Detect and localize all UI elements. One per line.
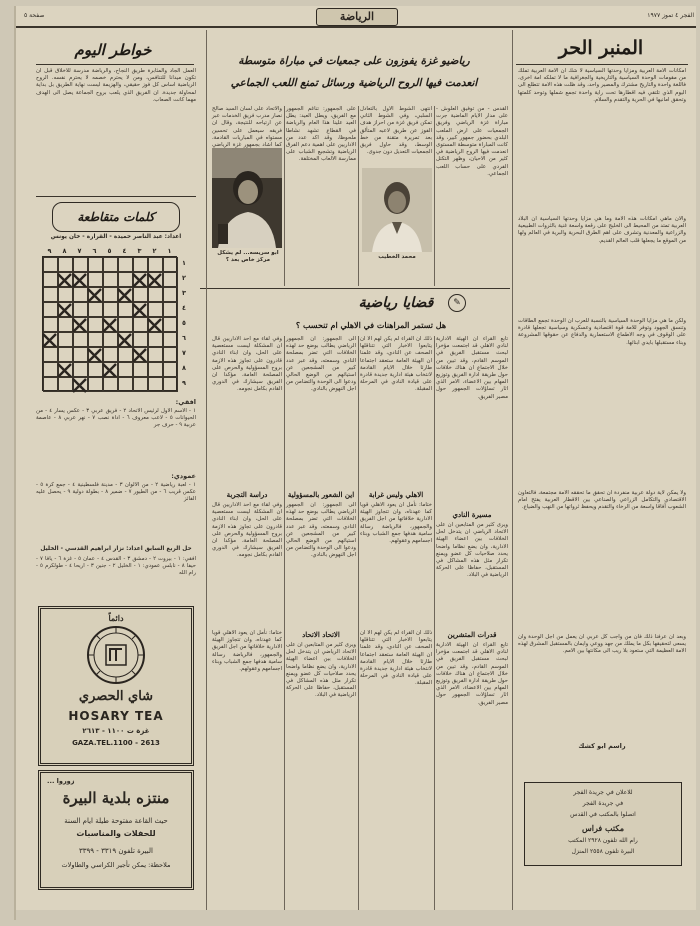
newspaper-page <box>14 6 696 920</box>
crossword-cell[interactable] <box>73 332 88 347</box>
crossword-blocked-cell <box>73 377 88 392</box>
feature-col-mid: على الجمهور: تناغم الجمهور مع الفريق، ويطل العيد: يطل العيد علينا هذا العام والرياضة في القطاع تشهد نشاطا ملحوظا، وقد اكد عدد من الاداريين على اهمية دعم الفرق الرياضية وتشجيع الشباب على ممارسة الالعاب المختلفة. <box>286 106 356 163</box>
editorial-paragraph-4: ولا يمكن لاية دولة عربية منفردة ان تحقق ما تحققه الامة مجتمعة، فالتعاون الاقتصادي والتكامل الزراعي والصناعي بين الاقطار العربية يفتح امام الشعوب آفاقا واسعة من الرخاء والتقدم ويحفظ ثرواتها من النهب والضياع. <box>518 490 686 511</box>
park-line-1: حيث القاعة مفتوحة طيلة ايام السنة <box>64 817 168 825</box>
issues-divider-1 <box>284 336 285 910</box>
crossword-blocked-cell <box>73 272 88 287</box>
crossword-cell[interactable] <box>73 347 88 362</box>
player-photo-khatib <box>362 168 432 252</box>
issues-sub-2: الاهلي وليس غرابة <box>368 490 424 499</box>
crossword-solution: افقي: ١ - بيروت ٢ - دمشق ٣ - القدس ٤ - عمان ٥ - غزة ٦ - يافا ٧ - حيفا ٨ - نابلس عمودي: ١ - الخليل ٢ - جنين ٣ - اريحا ٤ - طولكرم ٥ - رام الله <box>36 556 197 577</box>
feature-divider-2 <box>358 106 359 286</box>
player-photo-abu-srisa-image <box>212 148 282 248</box>
crossword-cell[interactable] <box>73 362 88 377</box>
crossword-cell[interactable] <box>58 257 73 272</box>
crossword-cell[interactable] <box>118 257 133 272</box>
crossword-cell[interactable] <box>58 332 73 347</box>
cross-x-icon <box>117 288 132 303</box>
megaphone-icon: ✎ <box>448 294 466 312</box>
cross-x-icon <box>147 273 162 288</box>
crossword-blocked-cell <box>133 272 148 287</box>
cross-x-icon <box>147 318 162 333</box>
crossword-cell[interactable] <box>118 362 133 377</box>
crossword-blocked-cell <box>148 317 163 332</box>
issues-subtitle: هل تستمر المراهنات في الاهلي ام تنحسب ؟ <box>295 320 447 330</box>
crossword-cell[interactable] <box>148 332 163 347</box>
notice-line-3: اتصلوا بالمكتب في القدس <box>570 811 636 818</box>
crossword-cell[interactable] <box>103 377 118 392</box>
cross-x-icon <box>132 348 147 363</box>
crossword-across-clues: ١ - الاسم الاول لرئيس الاتحاد ٢ - فريق عربي ٣ - عكس يسار ٤ - من الحيوانات ٥ - لاعب معروف ٦ - اداة نصب ٧ - نهر عربي ٨ - عاصمة عربية ٩ - حرف جر <box>36 408 197 429</box>
crossword-cell[interactable] <box>103 257 118 272</box>
column-divider-left <box>206 30 207 910</box>
issues-col-2b: ذلك ان القراء لم يكن لهم الا ان يتابعوا الاخبار التي تتناقلها الصحف عن النادي، وقد علمنا ان الهيئة العامة ستعقد اجتماعا طارئا خلال الايام القادمة لانتخاب هيئة ادارية جديدة قادرة على قيادة النادي في المرحلة المقبلة. <box>360 630 432 687</box>
ad-notice-box <box>524 782 682 866</box>
crossword-row-number: ١ <box>182 259 186 267</box>
issues-col-6b: ختاما: نأمل ان يعود الاهلي قويا كما عهدناه، وان تتجاوز الهيئة الادارية خلافاتها من اجل الفريق والجمهور، فالرياضة رسالة سامية هدفها جمع الشباب وبناء اجسامهم وعقولهم. <box>212 630 282 673</box>
crossword-cell[interactable] <box>43 287 58 302</box>
crossword-blocked-cell <box>118 332 133 347</box>
crossword-cell[interactable] <box>103 302 118 317</box>
cross-x-icon <box>72 273 87 288</box>
crossword-row-number: ٩ <box>182 379 186 387</box>
player-photo-khatib-image <box>362 168 432 252</box>
crossword-cell[interactable] <box>103 287 118 302</box>
hosary-tea-logo-icon <box>86 625 146 685</box>
crossword-blocked-cell <box>133 347 148 362</box>
issues-col-1: تابع القراء ان الهيئة الادارية لنادي الاهلي قد اجتمعت مؤخرا لبحث مستقبل الفريق في الموسم القادم، وقد تبين من خلال الاجتماع ان هناك خلافات حول طريقة ادارة الفريق وتوزيع المهام بين الاعضاء، الامر الذي اثار تساؤلات الجمهور حول مصير الفريق. <box>436 336 508 400</box>
crossword-cell[interactable] <box>88 302 103 317</box>
crossword-row-number: ٣ <box>182 289 186 297</box>
tea-top-text: دائماً <box>108 613 124 623</box>
issues-col-5b: ويرى كثير من المتابعين ان على الاتحاد الرياضي ان يتدخل لحل الخلافات بين اعضاء الهيئة الادارية، وان يضع نظاما واضحا يحدد صلاحيات كل عضو ويمنع تكرار مثل هذه المشاكل في المستقبل، حفاظا على الحركة الرياضية في البلاد. <box>286 642 356 699</box>
player-photo-abu-srisa <box>212 148 282 248</box>
crossword-cell[interactable] <box>148 287 163 302</box>
crossword-row-number: ٦ <box>182 334 186 342</box>
crossword-row-number: ٢ <box>182 274 186 282</box>
crossword-blocked-cell <box>88 347 103 362</box>
crossword-cell[interactable] <box>43 362 58 377</box>
issues-col-4b: وفي لقاء مع احد الاداريين قال ان المشكلة ليست مستعصية على الحل، وان ابناء النادي قادرون على تجاوز هذه الازمة بروح المسؤولية والحرص على المصلحة العامة، مؤكدا ان الفريق سيشارك في الدوري القادم بكامل نجومه. <box>212 502 282 559</box>
crossword-cell[interactable] <box>118 377 133 392</box>
tea-english-name: HOSARY TEA <box>68 709 164 723</box>
crossword-col-number: ١ <box>167 247 172 255</box>
issues-sub-1: مسيرة النادي <box>452 510 492 519</box>
editorial-title: المنبر الحر <box>558 37 644 59</box>
quotes-text: العمل الجاد والمثابرة طريق النجاح، والرياضة مدرسة للاخلاق قبل ان تكون ميدانا للتنافس، ومن لا يحترم خصمه لا يحترم نفسه. الروح الرياضية اساس كل فوز حقيقي، والهزيمة ليست نهاية الطريق بل بداية لمحاولة جديدة. ان الفريق الذي يلعب بروح الجماعة يصل الى الهدف مهما كانت الصعاب. <box>36 68 196 103</box>
ad-hosary-tea[interactable] <box>38 606 194 766</box>
photo-caption-khatib: محمد الخطيب <box>378 254 416 260</box>
crossword-cell[interactable] <box>88 377 103 392</box>
crossword-blocked-cell <box>88 287 103 302</box>
feature-col-right: القدس - من توفيق العلوش - على مدار الايام الماضية جرت مباراة غزة الرياضي وفريق الجمعيات على ارض الملعب البلدي بحضور جمهور كبير، وقد كانت المباراة متوسطة المستوى انعدمت فيها الروح الرياضية في كثير من الاحيان، وظهر التكتل الفردي على حساب اللعب الجماعي. <box>436 106 508 177</box>
crossword-cell[interactable] <box>163 257 178 272</box>
crossword-grid[interactable] <box>42 256 177 391</box>
crossword-row-number: ٥ <box>182 319 186 327</box>
crossword-cell[interactable] <box>163 272 178 287</box>
editorial-paragraph-2: والان ماهي امكانات هذه الامة وما هي مزايا وحدتها السياسية ان البلاد العربية تمتد من المحيط الى الخليج على رقعة واسعة غنية بالثروات الطبيعية والزراعية والمعدنية وتشرف على اهم الطرق البحرية والبرية في العالم ولها من الموقع ما يجعلها قلب العالم القديم. <box>518 216 686 244</box>
feature-divider-1 <box>284 106 285 286</box>
crossword-col-number: ٣ <box>137 247 142 255</box>
crossword-cell[interactable] <box>148 362 163 377</box>
crossword-blocked-cell <box>58 272 73 287</box>
issues-col-1b: تابع القراء ان الهيئة الادارية لنادي الاهلي قد اجتمعت مؤخرا لبحث مستقبل الفريق في الموسم القادم، وقد تبين من خلال الاجتماع ان هناك خلافات حول طريقة ادارة الفريق وتوزيع المهام بين الاعضاء، الامر الذي اثار تساؤلات الجمهور حول مصير الفريق. <box>436 642 508 706</box>
crossword-cell[interactable] <box>103 272 118 287</box>
crossword-cell[interactable] <box>88 317 103 332</box>
crossword-cell[interactable] <box>43 272 58 287</box>
page-number: صفحة ٥ <box>24 12 45 19</box>
crossword-cell[interactable] <box>43 257 58 272</box>
feature-bottom-rule <box>200 288 510 289</box>
cross-x-icon <box>132 273 147 288</box>
crossword-blocked-cell <box>148 272 163 287</box>
crossword-blocked-cell <box>103 317 118 332</box>
crossword-cell[interactable] <box>103 332 118 347</box>
crossword-cell[interactable] <box>88 362 103 377</box>
tea-arabic-tel: غزة ت ١١٠٠ - ٢٦١٣ <box>82 727 150 735</box>
crossword-col-number: ٢ <box>152 247 157 255</box>
notice-line-5: رام الله تلفون ٢٩٢٨ المكتب <box>568 837 638 844</box>
section-title: الرياضة <box>339 10 375 23</box>
crossword-down-title: عمودي: <box>171 472 196 480</box>
section-banner <box>316 8 398 26</box>
notice-line-4: مكتب فراس <box>582 823 624 833</box>
crossword-title: كلمات متقاطعة <box>77 210 155 224</box>
feature-headline <box>200 50 508 102</box>
cross-x-icon <box>87 288 102 303</box>
crossword-down-clues: ١ - لعبة رياضية ٢ - من الالوان ٣ - مدينة فلسطينية ٤ - جمع كرة ٥ - عكس قريب ٦ - من الطيور ٧ - ضمير ٨ - بطولة دولية ٩ - يحصل عليه الفائز <box>36 482 196 503</box>
issues-sub-3: اين الشعور بالمسؤولية <box>287 490 355 499</box>
cross-x-icon <box>72 378 87 393</box>
cross-x-icon <box>132 303 147 318</box>
issues-divider-2 <box>358 336 359 910</box>
crossword-cell[interactable] <box>133 257 148 272</box>
crossword-row-numbers <box>178 256 190 391</box>
issues-col-6: ختاما: نأمل ان يعود الاهلي قويا كما عهدناه، وان تتجاوز الهيئة الادارية خلافاتها من اجل الفريق والجمهور، فالرياضة رسالة سامية هدفها جمع الشباب وبناء اجسامهم وعقولهم. <box>360 502 432 545</box>
crossword-col-numbers <box>42 246 177 256</box>
crossword-cell[interactable] <box>43 347 58 362</box>
issues-sub-5: قدرات المتشرين <box>447 630 497 639</box>
feature-col-left: والاتحاد على لسان السيد صالح نصار مدرب فريق الخدمات عبر عن ارتياحه للنتيجة، وقال ان فريقه سيعمل على تحسين مستواه في المباريات القادمة، كما اشاد بجمهور غزة الرياضي <box>212 106 282 149</box>
crossword-col-number: ٨ <box>62 247 67 255</box>
crossword-cell[interactable] <box>88 332 103 347</box>
crossword-cell[interactable] <box>163 362 178 377</box>
tea-arabic-name: شاي الحصري <box>78 689 154 704</box>
crossword-cell[interactable] <box>163 302 178 317</box>
crossword-cell[interactable] <box>163 332 178 347</box>
issues-col-2: ذلك ان القراء لم يكن لهم الا ان يتابعوا الاخبار التي تتناقلها الصحف عن النادي، وقد علمنا ان الهيئة العامة ستعقد اجتماعا طارئا خلال الايام القادمة لانتخاب هيئة ادارية جديدة قادرة على قيادة النادي في المرحلة المقبلة. <box>360 336 432 393</box>
crossword-across-title: افقي: <box>175 398 196 406</box>
cross-x-icon <box>102 363 117 378</box>
crossword-cell[interactable] <box>163 317 178 332</box>
crossword-cell[interactable] <box>133 362 148 377</box>
quotes-rule <box>36 64 194 65</box>
crossword-cell[interactable] <box>148 257 163 272</box>
crossword-grid-area <box>42 246 192 392</box>
issues-col-5: ويرى كثير من المتابعين ان على الاتحاد الرياضي ان يتدخل لحل الخلافات بين اعضاء الهيئة الادارية، وان يضع نظاما واضحا يحدد صلاحيات كل عضو ويمنع تكرار مثل هذه المشاكل في المستقبل، حفاظا على الحركة الرياضية في البلاد. <box>436 522 508 579</box>
park-line-2: للحفلات والمناسبات <box>76 829 156 838</box>
cross-x-icon <box>57 273 72 288</box>
crossword-cell[interactable] <box>148 302 163 317</box>
quotes-bottom-rule <box>36 196 196 197</box>
crossword-cell[interactable] <box>118 302 133 317</box>
editorial-paragraph-5: وبعد ان عرفنا ذلك فان من واجب كل عربي ان يعمل من اجل الوحدة وان يسعى لتحقيقها بكل ما يملك من جهد ووعي وايمان بالمستقبل المشرق لهذه الامة العظيمة التي ستعود بلا ريب الى مكانتها بين الامم. <box>518 634 686 655</box>
column-divider-right <box>512 30 513 910</box>
cross-x-icon <box>42 333 57 348</box>
crossword-cell[interactable] <box>58 377 73 392</box>
crossword-blocked-cell <box>103 362 118 377</box>
crossword-blocked-cell <box>43 332 58 347</box>
crossword-cell[interactable] <box>118 317 133 332</box>
park-title: منتزه بلدية البيرة <box>62 789 170 807</box>
crossword-blocked-cell <box>73 317 88 332</box>
cross-x-icon <box>57 363 72 378</box>
cross-x-icon <box>102 318 117 333</box>
crossword-col-number: ٧ <box>77 247 82 255</box>
issues-sub-4: دراسة التجربة <box>226 490 268 499</box>
cross-x-icon <box>57 303 72 318</box>
crossword-cell[interactable] <box>58 317 73 332</box>
crossword-cell[interactable] <box>148 347 163 362</box>
editorial-byline: راسم ابو كشك <box>578 742 626 750</box>
park-tel: البيرة تلفون ٣٣١٩ - ٣٣٩٩ <box>79 847 153 855</box>
crossword-col-number: ٥ <box>107 247 112 255</box>
crossword-cell[interactable] <box>73 302 88 317</box>
crossword-cell[interactable] <box>163 377 178 392</box>
crossword-cell[interactable] <box>148 377 163 392</box>
crossword-col-number: ٤ <box>122 247 127 255</box>
feature-divider-3 <box>434 106 435 286</box>
crossword-cell[interactable] <box>73 287 88 302</box>
crossword-cell[interactable] <box>118 272 133 287</box>
crossword-cell[interactable] <box>163 287 178 302</box>
crossword-row-number: ٨ <box>182 364 186 372</box>
notice-line-1: للاعلان في جريدة الفجر <box>573 789 633 796</box>
crossword-cell[interactable] <box>118 347 133 362</box>
crossword-row-number: ٤ <box>182 304 186 312</box>
crossword-col-number: ٦ <box>92 247 97 255</box>
crossword-blocked-cell <box>58 362 73 377</box>
issues-title: قضايا رياضية <box>358 295 434 311</box>
cross-x-icon <box>72 318 87 333</box>
crossword-cell[interactable] <box>88 257 103 272</box>
crossword-cell[interactable] <box>133 317 148 332</box>
cross-x-icon <box>87 348 102 363</box>
crossword-blocked-cell <box>133 302 148 317</box>
editorial-rule <box>516 64 688 65</box>
feature-col-right-2: انتهى الشوط الاول بالتعادل السلبي، وفي الشوط الثاني تمكن فريق غزة من احراز هدف الفوز عن طريق لاعبه المتألق بعد تمريرة متقنة من خط الوسط، وقد حاول فريق الجمعيات التعديل دون جدوى. <box>360 106 432 156</box>
crossword-col-number: ٩ <box>47 247 52 255</box>
crossword-solution-title: حل الربع السابق اعداد: نزار ابراهيم القدسي - الخليل <box>40 546 192 552</box>
crossword-blocked-cell <box>118 287 133 302</box>
quotes-title: خواطر اليوم <box>74 41 152 59</box>
crossword-cell[interactable] <box>88 272 103 287</box>
crossword-cell[interactable] <box>43 377 58 392</box>
ad-bireh-park[interactable] <box>38 770 194 890</box>
crossword-cell[interactable] <box>73 257 88 272</box>
crossword-cell[interactable] <box>43 317 58 332</box>
cross-x-icon <box>117 333 132 348</box>
crossword-cell[interactable] <box>58 347 73 362</box>
crossword-cell[interactable] <box>163 347 178 362</box>
page-bottom-edge <box>16 910 696 920</box>
crossword-cell[interactable] <box>103 347 118 362</box>
issues-col-4: وفي لقاء مع احد الاداريين قال ان المشكلة ليست مستعصية على الحل، وان ابناء النادي قادرون على تجاوز هذه الازمة بروح المسؤولية والحرص على المصلحة العامة، مؤكدا ان الفريق سيشارك في الدوري القادم بكامل نجومه. <box>212 336 282 393</box>
masthead-rule <box>16 26 696 28</box>
photo-caption-abu-srisa: ابو سريسه... لم يشكل مركز خاص بعد ؟ <box>217 250 279 263</box>
crossword-cell[interactable] <box>133 332 148 347</box>
editorial-paragraph-1: امكانات الامة العربية ومزايا وحدتها السياسية لا شك ان الامة العربية تملك من مقومات الوحدة السياسية والتاريخية والجغرافية ما لا تملكه امة اخرى، فاللغة واحدة والتاريخ مشترك والمصير واحد، وقد ظلت هذه الامة تتطلع الى اليوم الذي تلتقي فيه اقطارها تحت راية واحدة تجمع شملها وتوحد كلمتها وتحقق امانيها في الحرية والتقدم والسلام. <box>518 68 686 103</box>
crossword-title-frame <box>52 202 180 232</box>
editorial-paragraph-3: ولكن ما هي مزايا الوحدة السياسية بالنسبة للعرب ان الوحدة تجمع الطاقات وتنسق الجهود وتوفر للامة قوة اقتصادية وعسكرية وسياسية تجعلها قادرة على الوقوف في وجه الاطماع الاستعمارية والدفاع عن حقوقها المشروعة وبناء مستقبلها بايدي ابنائها. <box>518 318 686 346</box>
crossword-cell[interactable] <box>58 287 73 302</box>
issues-col-3b: الى الجمهور: ان الجمهور الرياضي يطالب بوضع حد لهذه الخلافات التي تضر بمصلحة النادي وسمعته، وقد عبر عدد كبير من المشجعين عن استيائهم من الوضع الحالي ودعوا الى الوحدة والتضامن من اجل النهوض بالنادي. <box>286 502 356 559</box>
feature-headline-line-2: انعدمت فيها الروح الرياضية ورسائل تمنع اللعب الجماعي <box>230 77 478 89</box>
crossword-row-number: ٧ <box>182 349 186 357</box>
crossword-cell[interactable] <box>133 287 148 302</box>
park-top-text: زوروا ... <box>47 777 75 785</box>
tea-english-tel: GAZA.TEL.1100 - 2613 <box>72 739 160 747</box>
crossword-blocked-cell <box>58 302 73 317</box>
crossword-credit: اعداد: عبد الناصر حميدة - القرارة - خان يونس <box>50 234 182 240</box>
issue-date: الفجر ٤ تموز ١٩٧٧ <box>647 12 694 19</box>
park-note: ملاحظة: يمكن تأجير الكراسي والطاولات <box>61 861 171 869</box>
feature-headline-line-1: رياضيو غزة يفوزون على جمعيات في مباراة متوسطة <box>238 55 470 67</box>
notice-line-2: في جريدة الفجر <box>582 800 624 807</box>
crossword-cell[interactable] <box>43 302 58 317</box>
notice-line-6: البيرة تلفون ٢٥٥٨ المنزل <box>571 848 635 855</box>
issues-col-3: الى الجمهور: ان الجمهور الرياضي يطالب بوضع حد لهذه الخلافات التي تضر بمصلحة النادي وسمعته، وقد عبر عدد كبير من المشجعين عن استيائهم من الوضع الحالي ودعوا الى الوحدة والتضامن من اجل النهوض بالنادي. <box>286 336 356 393</box>
issues-divider-3 <box>434 336 435 910</box>
crossword-cell[interactable] <box>133 377 148 392</box>
issues-sub-6: الاتحاد الاتحاد <box>302 630 340 639</box>
